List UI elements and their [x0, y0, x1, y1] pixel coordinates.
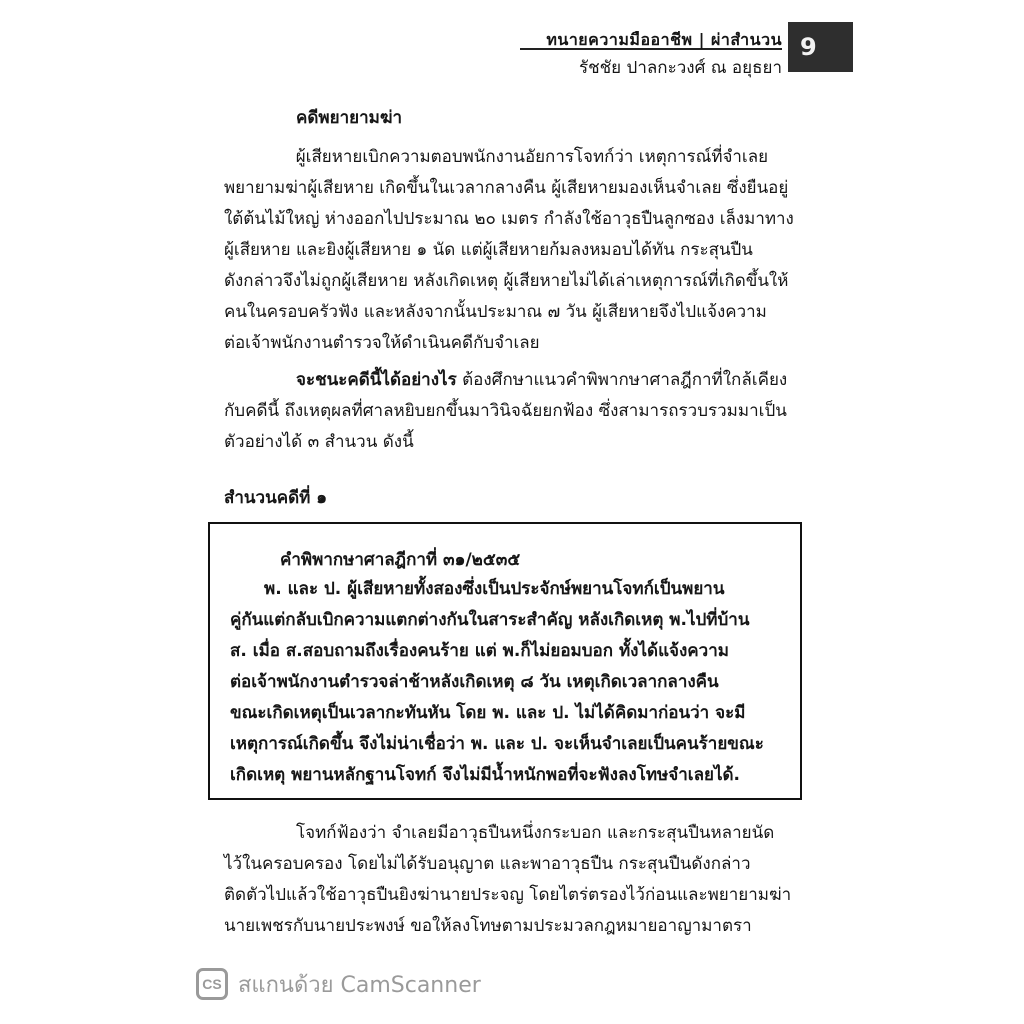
- question-lead: จะชนะคดีนี้ได้อย่างไร: [296, 370, 457, 390]
- intro-line: ใต้ต้นไม้ใหญ่ ห่างออกไปประมาณ ๒๐ เมตร กำลังใช้อาวุธปืนลูกซอง เล็งมาทาง: [224, 209, 794, 229]
- charge-line: นายเพชรกับนายประพงษ์ ขอให้ลงโทษตามประมวลกฎหมายอาญามาตรา: [224, 916, 752, 936]
- intro-line: ต่อเจ้าพนักงานตำรวจให้ดำเนินคดีกับจำเลย: [224, 333, 540, 353]
- charge-line: โจทก์ฟ้องว่า จำเลยมีอาวุธปืนหนึ่งกระบอก และกระสุนปืนหลายนัด: [296, 823, 775, 843]
- case-box-line: คู่กันแต่กลับเบิกความแตกต่างกันในสาระสำคัญ หลังเกิดเหตุ พ.ไปที่บ้าน: [230, 610, 750, 630]
- case-heading: สำนวนคดีที่ ๑: [224, 488, 328, 508]
- case-summary-box: [208, 522, 802, 800]
- charge-paragraph: [224, 818, 791, 942]
- case-box-line: เหตุการณ์เกิดขึ้น จึงไม่น่าเชื่อว่า พ. และ ป. จะเห็นจำเลยเป็นคนร้ายขณะ: [230, 734, 764, 754]
- running-header-title: ทนายความมืออาชีพ | ผ่าสำนวน: [546, 30, 782, 49]
- charge-line: ติดตัวไปแล้วใช้อาวุธปืนยิงฆ่านายประจญ โดยไตร่ตรองไว้ก่อนและพยายามฆ่า: [224, 885, 792, 905]
- question-line: [224, 365, 787, 396]
- intro-line: ดังกล่าวจึงไม่ถูกผู้เสียหาย หลังเกิดเหตุ ผู้เสียหายไม่ได้เล่าเหตุการณ์ที่เกิดขึ้นให้: [224, 271, 789, 291]
- camscanner-watermark: [196, 966, 481, 1002]
- case-box-line: พ. และ ป. ผู้เสียหายทั้งสองซึ่งเป็นประจักษ์พยานโจทก์เป็นพยาน: [264, 579, 725, 599]
- intro-line: คนในครอบครัวฟัง และหลังจากนั้นประมาณ ๗ วัน ผู้เสียหายจึงไปแจ้งความ: [224, 302, 767, 322]
- case-box-line: ส. เมื่อ ส.สอบถามถึงเรื่องคนร้าย แต่ พ.ก็ไม่ยอมบอก ทั้งได้แจ้งความ: [230, 641, 729, 661]
- question-line: ตัวอย่างได้ ๓ สำนวน ดังนี้: [224, 432, 414, 452]
- camscanner-logo-icon: CS: [196, 968, 228, 1000]
- page-number-tab: 9: [788, 22, 853, 72]
- section-heading: คดีพยายามฆ่า: [296, 108, 403, 128]
- case-box-title: คำพิพากษาศาลฎีกาที่ ๓๑/๒๕๓๕: [280, 550, 521, 570]
- question-paragraph: [224, 365, 787, 458]
- case-box-body: [230, 574, 764, 791]
- charge-line: ไว้ในครอบครอง โดยไม่ได้รับอนุญาต และพาอาวุธปืน กระสุนปืนดังกล่าว: [224, 854, 751, 874]
- question-first-line-rest: ต้องศึกษาแนวคำพิพากษาศาลฎีกาที่ใกล้เคียง: [456, 370, 788, 390]
- running-header-author: รัชชัย ปาลกะวงศ์ ณ อยุธยา: [578, 58, 782, 78]
- case-box-line: เกิดเหตุ พยานหลักฐานโจทก์ จึงไม่มีน้ำหนักพอที่จะฟังลงโทษจำเลยได้.: [230, 765, 740, 785]
- case-box-line: ขณะเกิดเหตุเป็นเวลากะทันหัน โดย พ. และ ป. ไม่ได้คิดมาก่อนว่า จะมี: [230, 703, 746, 723]
- case-box-line: ต่อเจ้าพนักงานตำรวจล่าช้าหลังเกิดเหตุ ๘ วัน เหตุเกิดเวลากลางคืน: [230, 672, 719, 692]
- intro-line: พยายามฆ่าผู้เสียหาย เกิดขึ้นในเวลากลางคืน ผู้เสียหายมองเห็นจำเลย ซึ่งยืนอยู่: [224, 178, 789, 198]
- watermark-text: สแกนด้วย CamScanner: [238, 972, 481, 998]
- question-line: กับคดีนี้ ถึงเหตุผลที่ศาลหยิบยกขึ้นมาวินิจฉัยยกฟ้อง ซึ่งสามารถรวบรวมมาเป็น: [224, 401, 787, 421]
- intro-line: ผู้เสียหายเบิกความตอบพนักงานอัยการโจทก์ว่า เหตุการณ์ที่จำเลย: [295, 147, 769, 167]
- intro-line: ผู้เสียหาย และยิงผู้เสียหาย ๑ นัด แต่ผู้เสียหายก้มลงหมอบได้ทัน กระสุนปืน: [224, 240, 753, 260]
- intro-paragraph: [224, 142, 794, 359]
